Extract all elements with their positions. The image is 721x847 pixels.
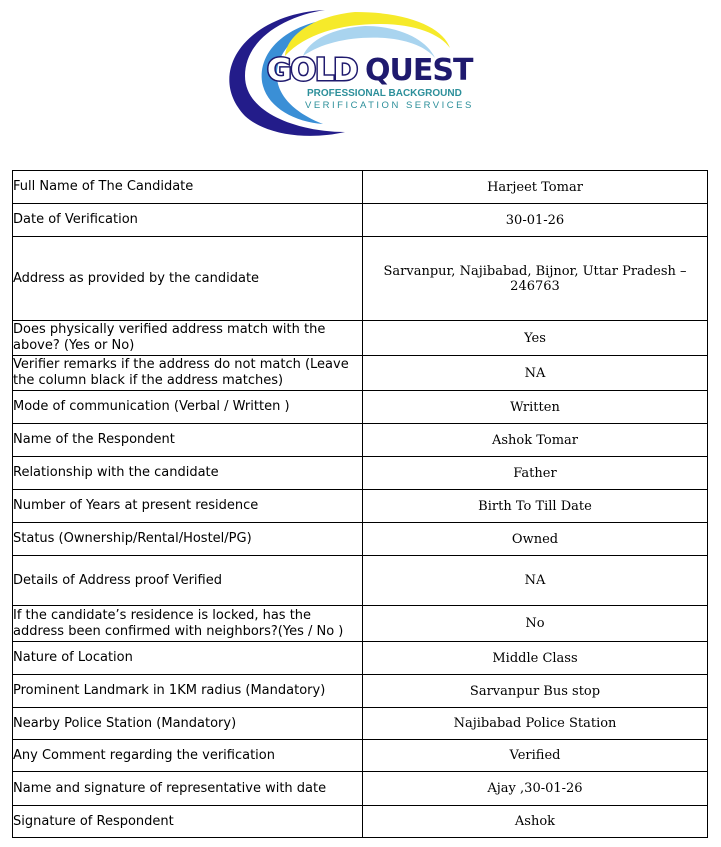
logo-tagline-1: PROFESSIONAL BACKGROUND [307, 88, 462, 99]
row-value: Written [363, 391, 708, 424]
row-value: No [363, 606, 708, 642]
row-value: Harjeet Tomar [363, 171, 708, 204]
row-label: Signature of Respondent [13, 806, 363, 838]
table-row [13, 204, 708, 237]
row-value: Ajay ,30-01-26 [363, 772, 708, 806]
row-label: Address as provided by the candidate [13, 237, 363, 321]
row-value: Owned [363, 523, 708, 556]
row-label: Number of Years at present residence [13, 490, 363, 523]
row-label: Nearby Police Station (Mandatory) [13, 708, 363, 740]
table-row [13, 237, 708, 321]
table-row [13, 523, 708, 556]
table-row [13, 606, 708, 642]
row-label: Full Name of The Candidate [13, 171, 363, 204]
row-label: Nature of Location [13, 642, 363, 675]
row-label: Name and signature of representative with date [13, 772, 363, 806]
row-value: Birth To Till Date [363, 490, 708, 523]
row-label: Details of Address proof Verified [13, 556, 363, 606]
row-label: Mode of communication (Verbal / Written ) [13, 391, 363, 424]
verification-table [12, 170, 708, 838]
table-row [13, 424, 708, 457]
row-label: Status (Ownership/Rental/Hostel/PG) [13, 523, 363, 556]
table-row [13, 806, 708, 838]
table-row [13, 356, 708, 391]
logo-word-quest: QUEST [365, 53, 473, 88]
row-value: Najibabad Police Station [363, 708, 708, 740]
table-row [13, 391, 708, 424]
table-row [13, 772, 708, 806]
row-value: Middle Class [363, 642, 708, 675]
row-label: Date of Verification [13, 204, 363, 237]
row-value: Yes [363, 321, 708, 356]
row-value: Ashok Tomar [363, 424, 708, 457]
row-value: Ashok [363, 806, 708, 838]
row-label: Name of the Respondent [13, 424, 363, 457]
table-row [13, 708, 708, 740]
row-value: Father [363, 457, 708, 490]
table-row [13, 171, 708, 204]
row-value: Sarvanpur Bus stop [363, 675, 708, 708]
company-logo [205, 4, 525, 139]
row-value: NA [363, 556, 708, 606]
row-label: Relationship with the candidate [13, 457, 363, 490]
row-label: Prominent Landmark in 1KM radius (Mandatory) [13, 675, 363, 708]
table-row [13, 740, 708, 772]
table-row [13, 642, 708, 675]
row-value: NA [363, 356, 708, 391]
row-value: Sarvanpur, Najibabad, Bijnor, Uttar Pradesh – 246763 [363, 237, 708, 321]
row-label: Any Comment regarding the verification [13, 740, 363, 772]
table-row [13, 675, 708, 708]
table-row [13, 457, 708, 490]
row-label: Does physically verified address match with the above? (Yes or No) [13, 321, 363, 356]
logo-tagline-2: VERIFICATION SERVICES [305, 100, 474, 111]
table-row [13, 321, 708, 356]
table-row [13, 490, 708, 523]
goldquest-logo-graphic [205, 4, 525, 139]
row-value: Verified [363, 740, 708, 772]
row-value: 30-01-26 [363, 204, 708, 237]
logo-word-gold: GOLD [267, 53, 358, 88]
table-row [13, 556, 708, 606]
row-label: Verifier remarks if the address do not match (Leave the column black if the address matches) [13, 356, 363, 391]
row-label: If the candidate’s residence is locked, has the address been confirmed with neighbors?(Yes / No ) [13, 606, 363, 642]
